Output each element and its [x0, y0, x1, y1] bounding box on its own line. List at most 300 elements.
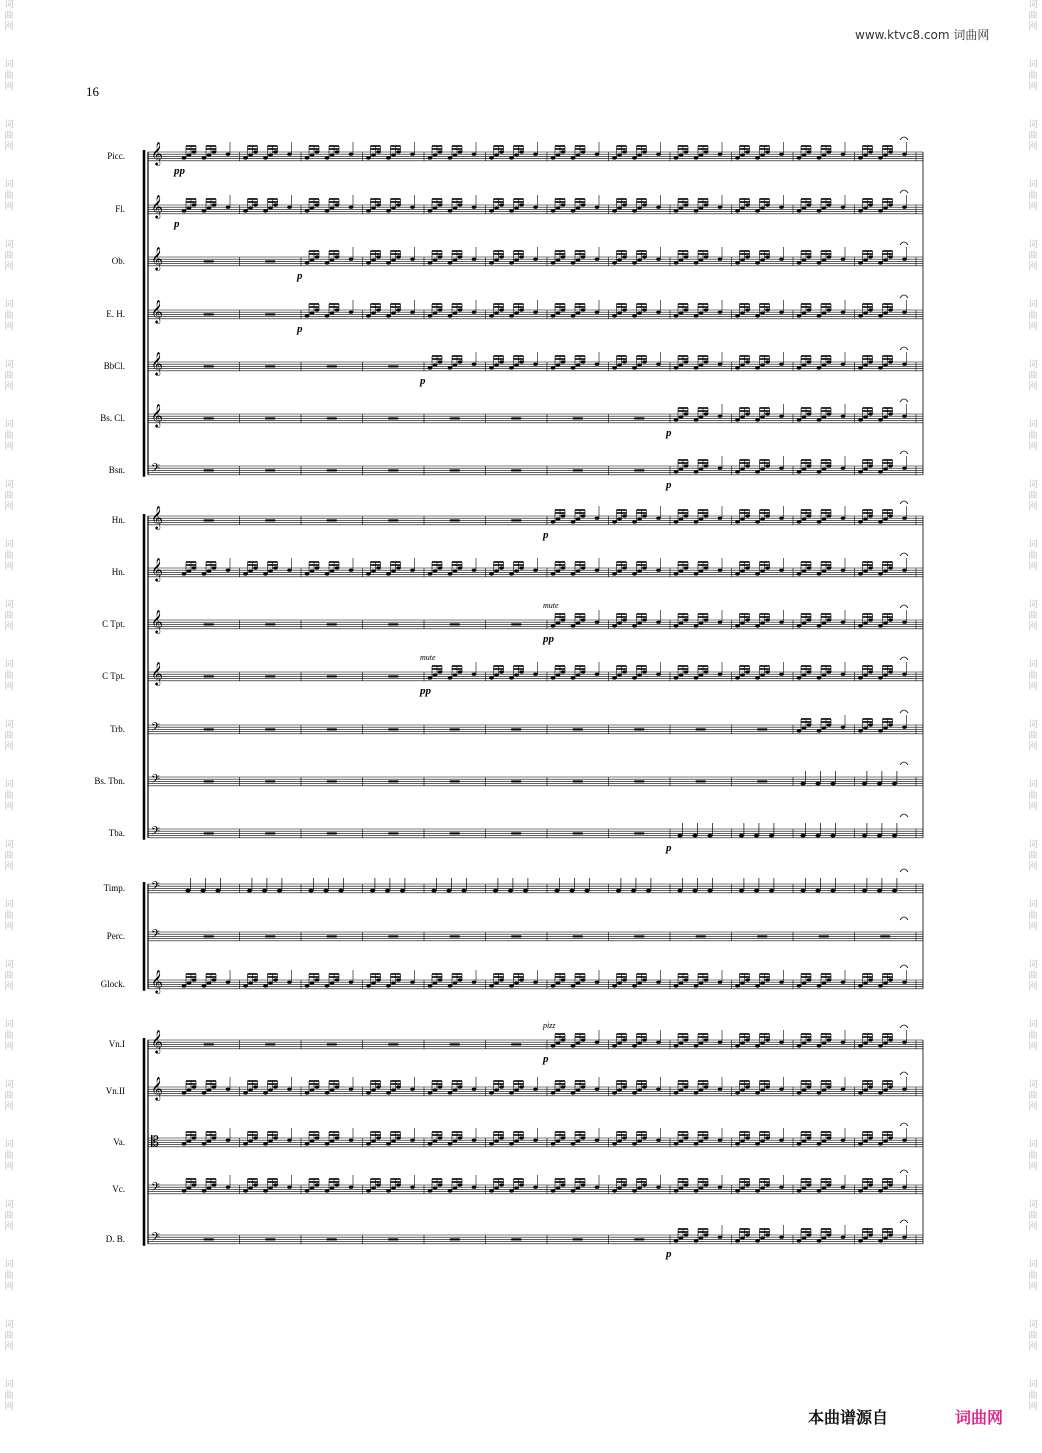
note-head [883, 673, 888, 676]
note-head [765, 308, 770, 311]
note-head [391, 1088, 396, 1091]
note-head [699, 258, 704, 261]
note-head [718, 415, 723, 418]
note-head [755, 418, 760, 421]
note-head [765, 412, 770, 415]
note-head [718, 1236, 723, 1239]
note-head [617, 1088, 622, 1091]
note-head [684, 308, 689, 311]
note-head [902, 726, 907, 729]
note-head [718, 621, 723, 624]
note-head [595, 363, 600, 366]
note-head [765, 618, 770, 621]
clef-icon: 𝄢 [151, 928, 161, 944]
note-head [679, 206, 684, 209]
note-head [802, 258, 807, 261]
note-head [822, 1041, 827, 1044]
note-head [718, 311, 723, 314]
note-head [694, 470, 699, 473]
note-head [718, 1041, 723, 1044]
staff-ob [148, 242, 923, 282]
watermark-glyphs: 词 曲 网 [4, 360, 14, 392]
clef-icon: 𝄡 [151, 1134, 159, 1150]
note-head [576, 363, 581, 366]
note-head [841, 363, 846, 366]
note-head [822, 621, 827, 624]
note-head [433, 981, 438, 984]
note-head [349, 981, 354, 984]
note-head [595, 673, 600, 676]
note-head [287, 1186, 292, 1189]
system-woodwinds [144, 137, 923, 491]
note-head [674, 366, 679, 369]
note-head [656, 1041, 661, 1044]
note-head [391, 311, 396, 314]
note-head [202, 1091, 207, 1094]
note-head [892, 782, 897, 786]
note-head [202, 984, 207, 987]
note-head [335, 1085, 340, 1088]
note-head [212, 566, 217, 569]
note-head [556, 153, 561, 156]
note-head [632, 209, 637, 212]
note-head [632, 1189, 637, 1192]
note-head [489, 1142, 494, 1145]
note-head [305, 984, 310, 987]
note-head [679, 153, 684, 156]
note-head [765, 978, 770, 981]
staff-vnii [148, 1072, 923, 1101]
note-head [883, 153, 888, 156]
staff-hn [148, 501, 923, 541]
note-head [827, 618, 832, 621]
watermark-glyphs: 词 曲 网 [1028, 180, 1038, 212]
note-head [556, 258, 561, 261]
note-head [817, 624, 822, 627]
note-head [448, 209, 453, 212]
note-head [817, 729, 822, 732]
note-head [863, 517, 868, 520]
note-head [755, 156, 760, 159]
note-head [718, 258, 723, 261]
note-head [878, 572, 883, 575]
note-head [472, 569, 477, 572]
note-head [428, 1142, 433, 1145]
note-head [718, 1139, 723, 1142]
note-head [822, 1088, 827, 1091]
note-head [386, 261, 391, 264]
note-head [656, 517, 661, 520]
note-head [745, 255, 750, 258]
note-head [868, 514, 873, 517]
note-head [571, 676, 576, 679]
clef-icon: 𝄢 [151, 462, 161, 478]
note-head [807, 670, 812, 673]
note-head [499, 978, 504, 981]
note-head [802, 1139, 807, 1142]
watermark-glyphs: 词 曲 网 [1028, 780, 1038, 812]
note-head [868, 670, 873, 673]
note-head [902, 1041, 907, 1044]
dynamic-marking: p [666, 427, 672, 439]
fermata-icon [900, 295, 908, 298]
note-head [858, 209, 863, 212]
note-head [858, 520, 863, 523]
watermark-glyphs: 词 曲 网 [4, 540, 14, 572]
note-head [822, 726, 827, 729]
note-head [841, 726, 846, 729]
note-head [841, 1186, 846, 1189]
note-head [684, 670, 689, 673]
note-head [448, 261, 453, 264]
note-head [830, 834, 835, 838]
note-head [262, 889, 267, 893]
instrument-label: Timp. [103, 883, 125, 893]
note-head [325, 209, 330, 212]
note-head [581, 618, 586, 621]
note-head [253, 150, 258, 153]
note-head [514, 673, 519, 676]
note-head [612, 366, 617, 369]
note-head [822, 206, 827, 209]
note-head [514, 1139, 519, 1142]
note-head [494, 1139, 499, 1142]
note-head [637, 311, 642, 314]
note-head [453, 1088, 458, 1091]
note-head [679, 311, 684, 314]
note-head [735, 314, 740, 317]
note-head [694, 1189, 699, 1192]
note-head [674, 209, 679, 212]
note-head [674, 470, 679, 473]
note-head [446, 889, 451, 893]
note-head [830, 782, 835, 786]
note-head [551, 314, 556, 317]
note-head [718, 467, 723, 470]
note-head [248, 153, 253, 156]
note-head [858, 676, 863, 679]
note-head [581, 978, 586, 981]
note-head [371, 153, 376, 156]
note-head [807, 723, 812, 726]
instrument-label: Perc. [106, 931, 125, 941]
note-head [519, 1183, 524, 1186]
note-head [461, 889, 466, 893]
note-head [226, 569, 231, 572]
note-head [740, 1139, 745, 1142]
note-head [740, 363, 745, 366]
note-head [400, 889, 405, 893]
note-head [207, 1186, 212, 1189]
note-head [883, 517, 888, 520]
note-head [740, 1041, 745, 1044]
note-head [325, 1142, 330, 1145]
note-head [817, 1044, 822, 1047]
note-head [755, 1091, 760, 1094]
watermark-glyphs: 词 曲 网 [4, 60, 14, 92]
note-head [740, 981, 745, 984]
note-head [366, 209, 371, 212]
note-head [386, 314, 391, 317]
note-head [561, 308, 566, 311]
note-head [453, 363, 458, 366]
note-head [684, 203, 689, 206]
note-head [472, 153, 477, 156]
note-head [888, 1038, 893, 1041]
note-head [410, 981, 415, 984]
note-head [760, 517, 765, 520]
note-head [595, 311, 600, 314]
note-head [769, 889, 774, 893]
note-head [797, 676, 802, 679]
note-head [519, 308, 524, 311]
note-head [754, 889, 759, 893]
note-head [883, 258, 888, 261]
note-head [740, 1186, 745, 1189]
note-head [642, 618, 647, 621]
note-head [453, 1139, 458, 1142]
staff-vni [148, 1021, 923, 1065]
note-head [760, 621, 765, 624]
dynamic-marking: p [543, 1053, 549, 1065]
note-head [428, 314, 433, 317]
note-head [581, 1136, 586, 1139]
note-head [305, 209, 310, 212]
note-head [509, 1142, 514, 1145]
note-head [704, 618, 709, 621]
watermark-glyphs: 词 曲 网 [1028, 900, 1038, 932]
note-head [433, 673, 438, 676]
note-head [862, 782, 867, 786]
clef-icon: 𝄞 [151, 299, 163, 323]
note-head [499, 670, 504, 673]
note-head [868, 464, 873, 467]
note-head [509, 261, 514, 264]
note-head [863, 726, 868, 729]
note-head [718, 517, 723, 520]
note-head [330, 1088, 335, 1091]
note-head [366, 572, 371, 575]
instrument-label: Bsn. [108, 465, 125, 475]
note-head [576, 569, 581, 572]
note-head [807, 360, 812, 363]
note-head [684, 1085, 689, 1088]
note-head [822, 1236, 827, 1239]
note-head [807, 308, 812, 311]
note-head [494, 311, 499, 314]
note-head [797, 470, 802, 473]
note-head [622, 150, 627, 153]
note-head [868, 978, 873, 981]
note-head [684, 150, 689, 153]
note-head [878, 470, 883, 473]
note-head [797, 1239, 802, 1242]
clef-icon: 𝄢 [151, 1231, 161, 1247]
note-head [192, 1183, 197, 1186]
note-head [800, 834, 805, 838]
note-head [822, 311, 827, 314]
note-head [551, 624, 556, 627]
note-head [802, 363, 807, 366]
note-head [489, 676, 494, 679]
note-head [902, 363, 907, 366]
note-head [556, 363, 561, 366]
note-head [551, 261, 556, 264]
note-head [428, 984, 433, 987]
note-head [433, 206, 438, 209]
note-head [263, 1189, 268, 1192]
note-head [830, 889, 835, 893]
note-head [883, 467, 888, 470]
note-head [494, 258, 499, 261]
note-head [287, 206, 292, 209]
note-head [371, 206, 376, 209]
note-head [755, 209, 760, 212]
clef-icon: 𝄞 [151, 194, 163, 218]
note-head [287, 1088, 292, 1091]
note-head [888, 670, 893, 673]
note-head [863, 673, 868, 676]
note-head [366, 984, 371, 987]
watermark-glyphs: 词 曲 网 [4, 840, 14, 872]
note-head [656, 311, 661, 314]
note-head [472, 673, 477, 676]
staff-fl [148, 190, 923, 230]
dynamic-marking: p [297, 323, 303, 335]
note-head [704, 978, 709, 981]
note-head [699, 153, 704, 156]
note-head [509, 314, 514, 317]
note-head [556, 206, 561, 209]
note-head [779, 673, 784, 676]
note-head [760, 467, 765, 470]
fermata-icon [900, 1025, 908, 1028]
note-head [692, 834, 697, 838]
note-head [226, 981, 231, 984]
note-head [735, 624, 740, 627]
note-head [888, 618, 893, 621]
note-head [330, 258, 335, 261]
watermark-glyphs: 词 曲 网 [4, 1380, 14, 1412]
note-head [679, 1236, 684, 1239]
note-head [310, 1088, 315, 1091]
note-head [595, 153, 600, 156]
note-head [514, 311, 519, 314]
note-head [248, 981, 253, 984]
note-head [817, 1189, 822, 1192]
note-head [745, 1038, 750, 1041]
note-head [740, 1088, 745, 1091]
note-head [694, 261, 699, 264]
note-head [632, 314, 637, 317]
note-head [438, 255, 443, 258]
note-head [493, 889, 498, 893]
note-head [779, 517, 784, 520]
note-head [802, 1186, 807, 1189]
note-head [694, 676, 699, 679]
note-head [802, 621, 807, 624]
note-head [499, 1085, 504, 1088]
note-head [699, 311, 704, 314]
note-head [888, 203, 893, 206]
note-head [888, 464, 893, 467]
note-head [745, 1233, 750, 1236]
note-head [674, 418, 679, 421]
note-head [192, 203, 197, 206]
note-head [679, 1041, 684, 1044]
note-head [699, 1139, 704, 1142]
clef-icon: 𝄞 [151, 141, 163, 165]
note-head [807, 203, 812, 206]
note-head [631, 889, 636, 893]
note-head [533, 1088, 538, 1091]
note-head [315, 1136, 320, 1139]
note-head [827, 723, 832, 726]
note-head [863, 1088, 868, 1091]
note-head [489, 572, 494, 575]
fermata-icon [900, 762, 908, 765]
instrument-label: Tba. [108, 828, 125, 838]
note-head [325, 156, 330, 159]
note-head [315, 255, 320, 258]
note-head [366, 1189, 371, 1192]
note-head [841, 981, 846, 984]
instrument-label: Bs. Tbn. [94, 776, 125, 786]
note-head [888, 412, 893, 415]
clef-icon: 𝄞 [151, 557, 163, 581]
fermata-icon [900, 1170, 908, 1173]
note-head [499, 150, 504, 153]
note-head [637, 621, 642, 624]
note-head [868, 360, 873, 363]
note-head [617, 517, 622, 520]
watermark-glyphs: 词 曲 网 [1028, 240, 1038, 272]
note-head [735, 418, 740, 421]
note-head [458, 1183, 463, 1186]
note-head [765, 464, 770, 467]
note-head [448, 1142, 453, 1145]
note-head [679, 621, 684, 624]
note-head [325, 261, 330, 264]
note-head [827, 412, 832, 415]
note-head [827, 464, 832, 467]
note-head [878, 520, 883, 523]
note-head [349, 258, 354, 261]
note-head [755, 1044, 760, 1047]
note-head [263, 1091, 268, 1094]
note-head [612, 984, 617, 987]
note-head [335, 978, 340, 981]
note-head [888, 723, 893, 726]
note-head [674, 1142, 679, 1145]
note-head [755, 314, 760, 317]
note-head [765, 255, 770, 258]
note-head [779, 206, 784, 209]
note-head [472, 206, 477, 209]
note-head [576, 206, 581, 209]
note-head [273, 566, 278, 569]
note-head [674, 520, 679, 523]
note-head [494, 206, 499, 209]
fermata-icon [900, 1220, 908, 1223]
note-head [551, 1044, 556, 1047]
note-head [243, 572, 248, 575]
note-head [642, 670, 647, 673]
system-strings [144, 1021, 923, 1260]
note-head [704, 670, 709, 673]
note-head [472, 1088, 477, 1091]
note-head [822, 1139, 827, 1142]
